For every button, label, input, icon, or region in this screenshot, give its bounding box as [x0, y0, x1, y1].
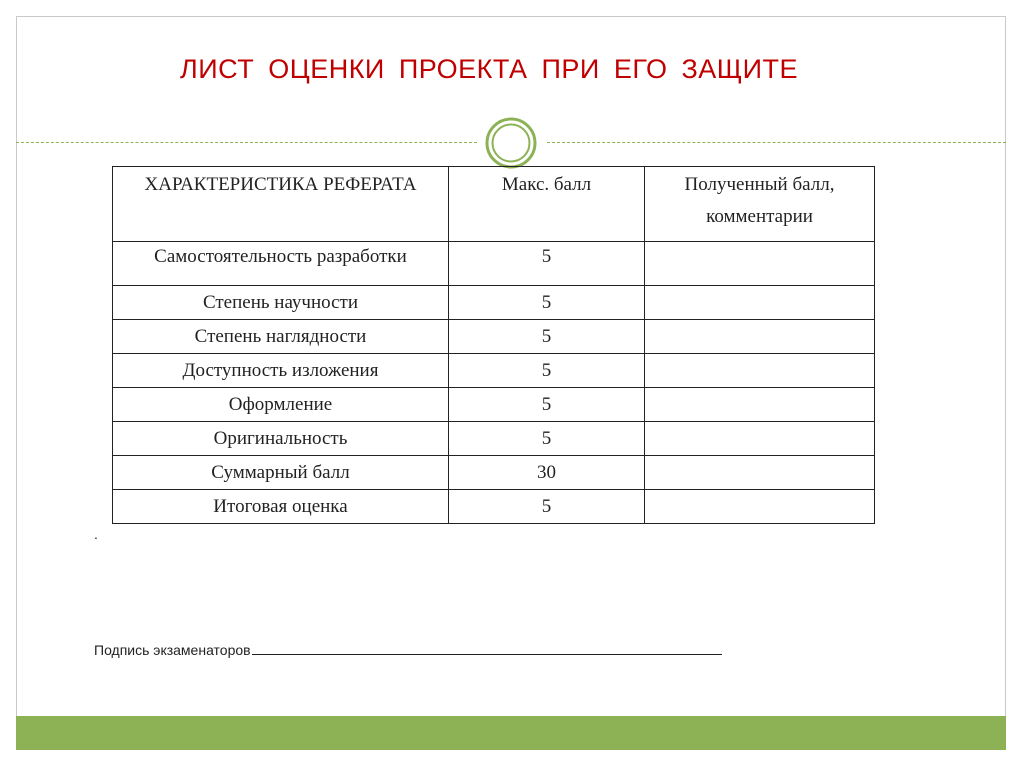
received-score-cell[interactable] [645, 286, 875, 320]
header-max-score: Макс. балл [449, 167, 645, 242]
max-score-cell: 5 [449, 490, 645, 524]
table-row [113, 286, 875, 320]
table-header-row [113, 167, 875, 242]
criterion-cell: Суммарный балл [113, 456, 449, 490]
received-score-cell[interactable] [645, 354, 875, 388]
criterion-cell: Степень научности [113, 286, 449, 320]
criterion-cell: Оформление [113, 388, 449, 422]
table-row [113, 490, 875, 524]
max-score-cell: 5 [449, 286, 645, 320]
received-score-cell[interactable] [645, 422, 875, 456]
max-score-cell: 30 [449, 456, 645, 490]
table-row [113, 354, 875, 388]
max-score-cell: 5 [449, 422, 645, 456]
received-score-cell[interactable] [645, 456, 875, 490]
table-row [113, 242, 875, 286]
max-score-cell: 5 [449, 242, 645, 286]
divider-right [547, 142, 1006, 143]
double-circle-icon [484, 116, 538, 170]
evaluation-table [112, 166, 875, 524]
signature-line [94, 640, 722, 658]
criterion-cell: Степень наглядности [113, 320, 449, 354]
signature-blank[interactable] [252, 640, 722, 655]
received-score-cell[interactable] [645, 242, 875, 286]
table-row [113, 422, 875, 456]
table-row [113, 456, 875, 490]
header-criterion: ХАРАКТЕРИСТИКА РЕФЕРАТА [113, 167, 449, 242]
stray-dot: . [94, 526, 98, 542]
received-score-cell[interactable] [645, 320, 875, 354]
criterion-cell: Оригинальность [113, 422, 449, 456]
max-score-cell: 5 [449, 320, 645, 354]
page-title: ЛИСТ ОЦЕНКИ ПРОЕКТА ПРИ ЕГО ЗАЩИТЕ [180, 54, 798, 84]
bottom-accent-bar [16, 716, 1006, 750]
max-score-cell: 5 [449, 354, 645, 388]
received-score-cell[interactable] [645, 388, 875, 422]
divider-left [16, 142, 477, 143]
criterion-cell: Итоговая оценка [113, 490, 449, 524]
table-row [113, 388, 875, 422]
signature-label: Подпись экзаменаторов [94, 642, 251, 658]
table-row [113, 320, 875, 354]
received-score-cell[interactable] [645, 490, 875, 524]
criterion-cell: Самостоятельность разработки [113, 242, 449, 286]
criterion-cell: Доступность изложения [113, 354, 449, 388]
header-received-score: Полученный балл, комментарии [645, 167, 875, 242]
max-score-cell: 5 [449, 388, 645, 422]
